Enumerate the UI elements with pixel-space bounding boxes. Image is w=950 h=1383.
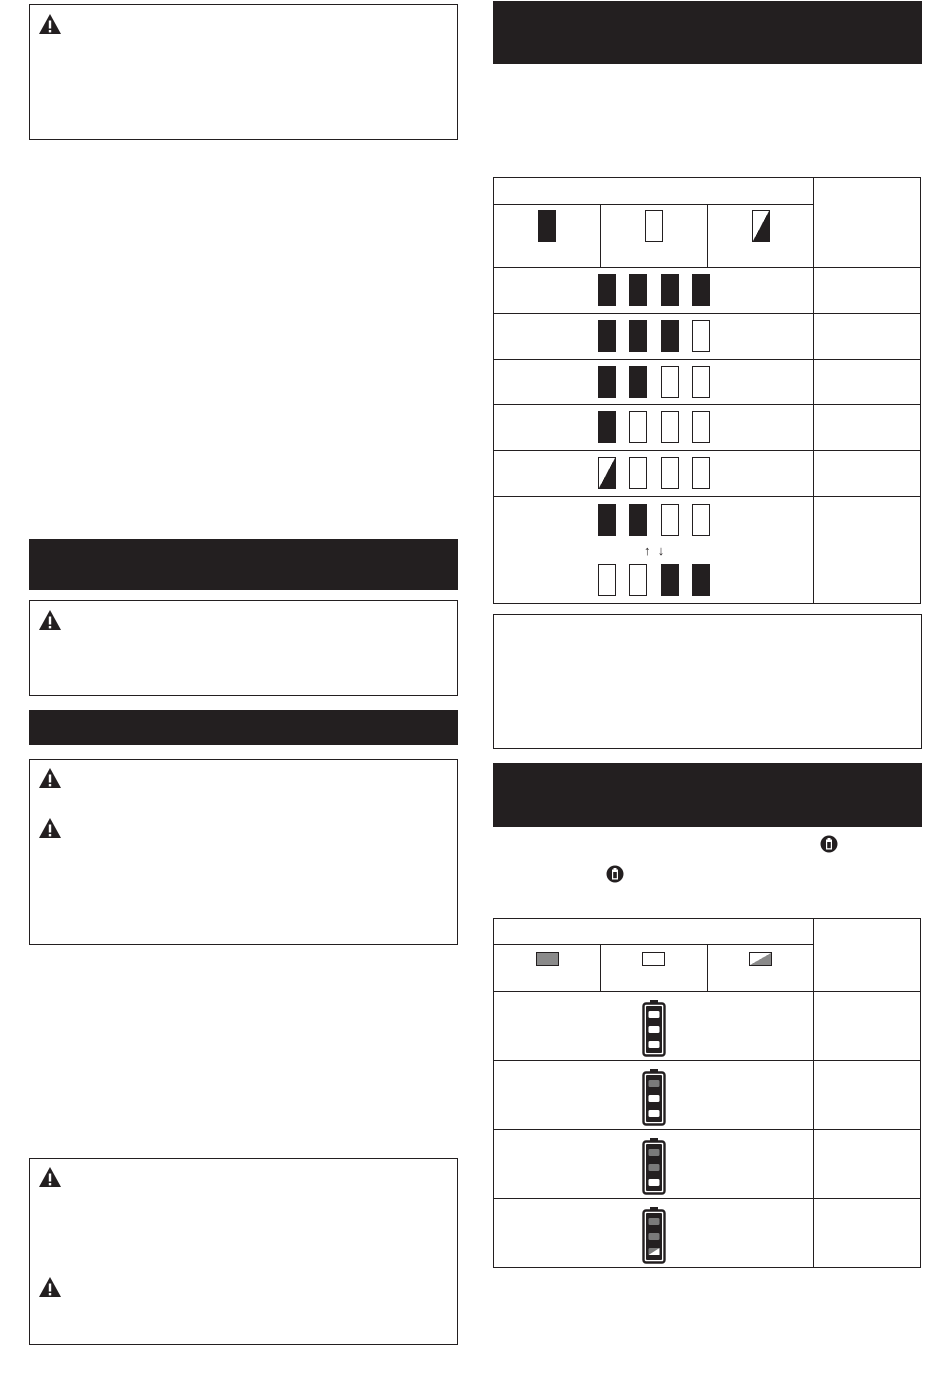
warning-triangle-icon: [38, 1166, 62, 1188]
lamp-lit: [661, 274, 679, 306]
legend-swatch-blinking: [749, 952, 772, 966]
lamp-lit: [598, 411, 616, 443]
lamp-off: [692, 411, 710, 443]
lamp-off: [661, 366, 679, 398]
battery-indicator-icon: [820, 835, 838, 853]
gauge-indicator-table: [493, 918, 921, 1268]
legend-lamp-blinking: [752, 210, 770, 242]
lamp-off: [598, 564, 616, 596]
warning-triangle-icon: [38, 13, 62, 35]
arrow-up-icon: ↑: [644, 543, 651, 558]
warning-box-2: [29, 600, 458, 696]
lamp-off: [692, 457, 710, 489]
lamp-off: [629, 457, 647, 489]
lamp-lit: [629, 504, 647, 536]
lamp-lit: [598, 274, 616, 306]
section-heading-bar-3: [493, 1, 922, 64]
legend-swatch-off: [642, 952, 665, 966]
lamp-off: [692, 504, 710, 536]
section-heading-bar-2: [29, 710, 458, 745]
lamp-off: [692, 366, 710, 398]
lamp-off: [692, 320, 710, 352]
battery-gauge-icon: [642, 999, 666, 1057]
lamp-lit: [692, 564, 710, 596]
warning-triangle-icon: [38, 767, 62, 789]
legend-lamp-lit: [538, 210, 556, 242]
lamp-off: [661, 504, 679, 536]
legend-swatch-lit: [536, 952, 559, 966]
warning-triangle-icon: [38, 817, 62, 839]
battery-indicator-icon: [606, 865, 624, 883]
section-heading-bar-4: [493, 763, 922, 827]
lamp-off: [629, 411, 647, 443]
arrow-down-icon: ↓: [657, 543, 665, 558]
warning-box-3: [29, 759, 458, 945]
lamp-off: [629, 564, 647, 596]
battery-gauge-icon: [642, 1206, 666, 1264]
lamp-lit: [629, 366, 647, 398]
alternating-arrows: [644, 544, 664, 557]
warning-box-1: [29, 4, 458, 140]
legend-lamp-off: [645, 210, 663, 242]
battery-gauge-icon: [642, 1137, 666, 1195]
note-box: [493, 614, 922, 749]
lamp-off: [661, 457, 679, 489]
lamp-lit: [598, 504, 616, 536]
lamp-lit: [598, 366, 616, 398]
lamp-lit: [598, 320, 616, 352]
lamp-indicator-table: [493, 177, 921, 604]
lamp-lit: [629, 320, 647, 352]
warning-triangle-icon: [38, 609, 62, 631]
warning-triangle-icon: [38, 1276, 62, 1298]
lamp-lit: [629, 274, 647, 306]
lamp-lit: [661, 320, 679, 352]
section-heading-bar-1: [29, 539, 458, 590]
warning-box-4: [29, 1158, 458, 1345]
lamp-lit: [661, 564, 679, 596]
lamp-lit: [692, 274, 710, 306]
lamp-off: [661, 411, 679, 443]
battery-gauge-icon: [642, 1068, 666, 1126]
lamp-blinking: [598, 457, 616, 489]
